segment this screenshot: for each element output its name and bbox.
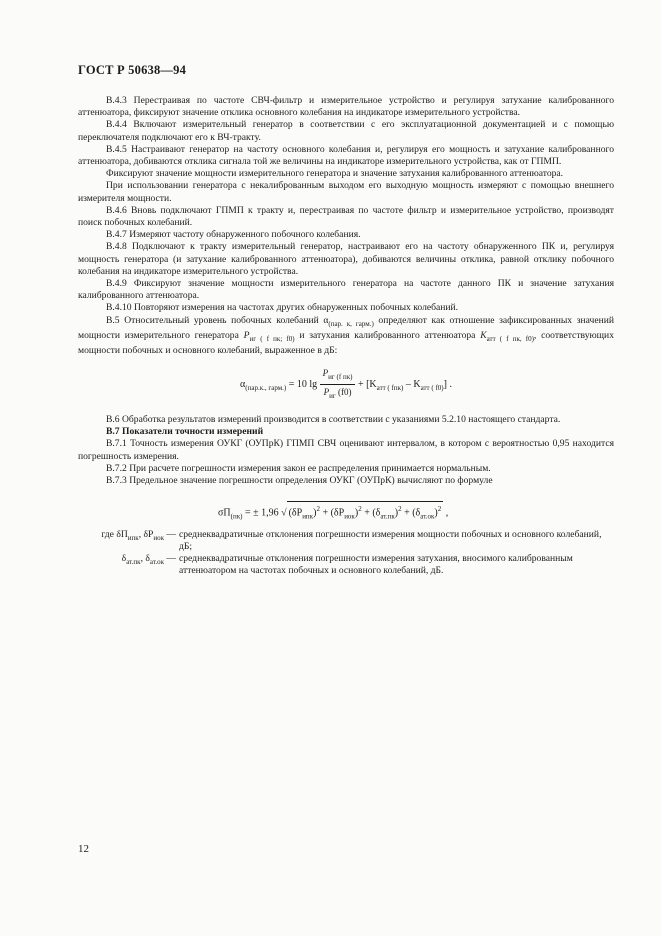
- paragraph-b5: В.5 Относительный уровень побочных колебаний $\alpha_{(пар. к, гарм.)}$ определяют как отношение зафиксированных значений мощности измерительного генератора $P_{иг ( f пк; f0)}$ и затухания калиброванного аттенюатора $K_{атт ( f пк, f0)}$, соответствующих мощности побочных и основного колебаний, выраженное в дБ:: [78, 314, 615, 356]
- definitions-list: [78, 529, 614, 578]
- section-title-b7: В.7 Показатели точности измерений: [106, 426, 264, 438]
- paragraph-fix-power: Фиксируют значение мощности измерительного генератора и значение затухания калиброванного аттенюатора.: [106, 168, 564, 180]
- formula-error-limit: $\sigma П_{(пк)}$ = ± 1,96 √ $(\delta P_{ипк})^2 + (\delta P_{иок})^2 + (\delta_{ат.пк})^2 + (\delta_{ат.ок})^2$ ,: [78, 501, 614, 523]
- paragraph-b7-1: В.7.1 Точность измерения ОУКГ (ОУПрК) ГПМП СВЧ оценивают интервалом, в котором с вероятностью 0,95 находится погрешность измерения.: [78, 438, 614, 462]
- paragraph-b4-4: В.4.4 Включают измерительный генератор в соответствии с его эксплуатационной документацией и с помощью переключателя подключают его к ВЧ-тракту.: [78, 119, 614, 143]
- document-body: [78, 95, 614, 578]
- formula-relative-level: $\alpha_{(пар.к., гарм.)} = 10$ lg $\frac{P_{иг (f пк)}}{P_{иг} (f0)}$ + $[K_{атт ( fпк)} - K_{атт ( f0)}]$ .: [78, 367, 614, 402]
- paragraph-b4-8: В.4.8 Подключают к тракту измерительный генератор, настраивают его на частоту обнаруженного ПК и, регулируя мощность генератора (и затухание калиброванного аттенюатора), добиваются величины отклика, равной отклику побочного колебания на индикаторе измерительного устройства.: [78, 241, 614, 277]
- definition-item: $\delta_{ат.пк}$, $\delta_{ат.ок}$ — среднеквадратичные отклонения погрешности измерения затухания, вносимого калиброванным аттенюатором на частотах побочных и основного колебаний, дБ.: [121, 553, 573, 577]
- paragraph-b7-2: В.7.2 При расчете погрешности измерения закон ее распределения принимается нормальным.: [106, 462, 491, 474]
- paragraph-b4-9: В.4.9 Фиксируют значение мощности измерительного генератора на частоте данного ПК и значение затухания калиброванного аттенюатора.: [78, 278, 614, 302]
- page-number: 12: [78, 843, 89, 855]
- document-header: ГОСТ Р 50638—94: [78, 63, 187, 77]
- paragraph-b7-3: В.7.3 Предельное значение погрешности определения ОУКГ (ОУПрК) вычисляют по формуле: [106, 475, 493, 487]
- paragraph-b4-6: В.4.6 Вновь подключают ГПМП к тракту и, перестраивая по частоте фильтр и измерительное устройство, производят поиск побочных колебаний.: [78, 204, 614, 229]
- paragraph-uncalibrated: При использовании генератора с некалиброванным выходом его выходную мощность измеряют с помощью внешнего измерителя мощности.: [78, 180, 614, 204]
- paragraph-b4-10: В.4.10 Повторяют измерения на частотах других обнаруженных побочных колебаний.: [106, 302, 459, 314]
- power-ratio-fraction: $\frac{P_{иг (f пк)}}{P_{иг} (f0)}$: [320, 367, 356, 402]
- paragraph-b4-7: В.4.7 Измеряют частоту обнаруженного побочного колебания.: [106, 229, 361, 241]
- sqrt-expression: $(\delta P_{ипк})^2 + (\delta P_{иок})^2 + (\delta_{ат.пк})^2 + (\delta_{ат.ок})^2$: [287, 501, 444, 523]
- paragraph-b4-5: В.4.5 Настраивают генератор на частоту основного колебания и, регулируя его мощность и затухание калиброванного аттенюатора, добиваются отклика сигнала той же величины на индикаторе измерительного устройства, как от ГПМП.: [78, 143, 614, 168]
- paragraph-b6: В.6 Обработка результатов измерений производится в соответствии с указаниями 5.2.10 настоящего стандарта.: [106, 414, 561, 426]
- definition-item: где $\delta П_{ипк}$, $\delta P_{иок}$ — среднеквадратичные отклонения погрешности измерения мощности побочных и основного колебаний, дБ;: [101, 528, 602, 553]
- paragraph-b4-3: В.4.3 Перестраивая по частоте СВЧ-фильтр и измерительное устройство и регулируя затухание калиброванного аттенюатора, фиксируют значение отклика основного колебания на индикаторе измерительного устройства.: [78, 95, 614, 119]
